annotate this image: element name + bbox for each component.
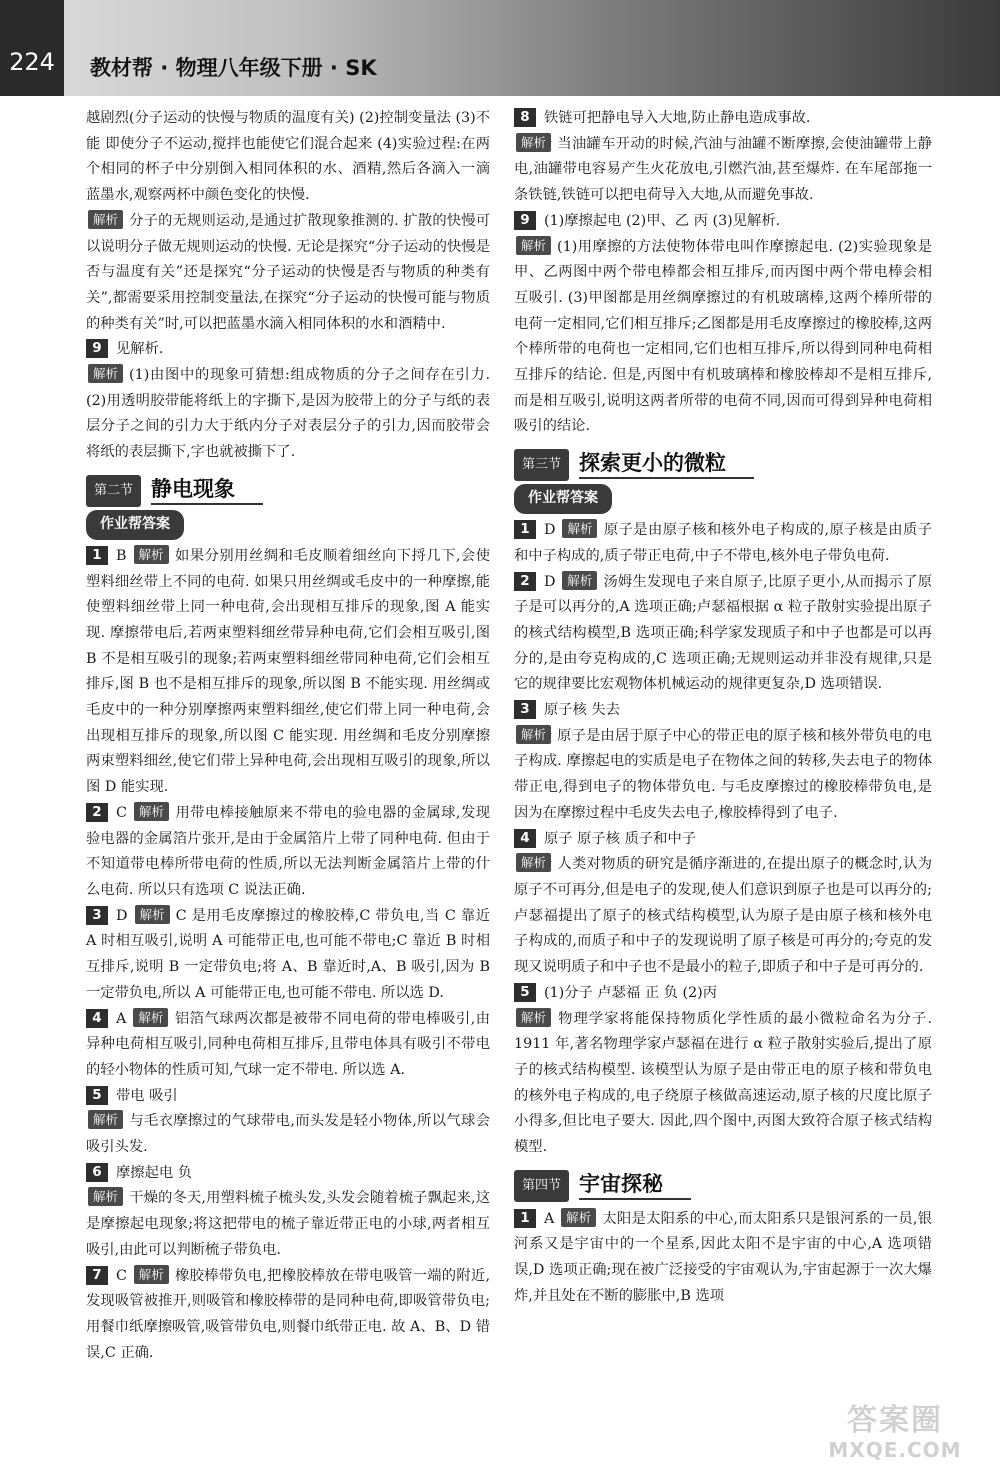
analysis-text: 干燥的冬天,用塑料梳子梳头发,头发会随着梳子飘起来,这是摩擦起电现象;将这把带电的梳子靠近带正电的小球,两者相互吸引,由此可以判断梳子带负电. <box>86 1190 490 1258</box>
analysis-tag: 解析 <box>135 905 170 924</box>
watermark-url: MXQE.COM <box>828 1438 962 1462</box>
analysis-text: 分子的无规则运动,是通过扩散现象推测的. 扩散的快慢可以说明分子做无规则运动的快慢. 无论是探究“分子运动的快慢是否与温度有关”还是探究“分子运动的快慢是否与物质的种类有关”,都需要采用控制变量法,在探究“分子运动的快慢可能与物质的种类有关”时,可以把蓝墨水滴入相同体积的水和酒精中. <box>86 212 490 332</box>
item-number: 1 <box>514 1209 536 1228</box>
analysis-text: (1)用摩擦的方法使物体带电叫作摩擦起电. (2)实验现象是甲、乙两图中两个带电棒都会相互排斥,而丙图中两个带电棒会相互吸引. (3)甲图都是用丝绸摩擦过的有机玻璃棒,这两个棒所带的电荷一定相同,它们相互排斥;乙图都是用毛皮摩擦过的橡胶棒,这两个棒所带的电荷也一定相同,它们也相互排斥,所以得到同种电荷相互排斥的结论. 但是,丙图中有机玻璃棒和橡胶棒却不是相互排斥,而是相互吸引,说明这两者所带的电荷不同,因而可得到异种电荷相吸引的结论. <box>514 238 932 435</box>
answer-item <box>86 1161 490 1187</box>
section-tag: 第二节 <box>86 475 141 507</box>
analysis-text: 与毛衣摩擦过的气球带电,而头发是轻小物体,所以气球会吸引头发. <box>86 1113 490 1156</box>
answer-item-9 <box>514 209 932 235</box>
answer-item <box>86 544 490 801</box>
answer-text: 原子核 失去 <box>544 702 621 719</box>
answer-item <box>86 801 490 904</box>
answer-item <box>86 1084 490 1110</box>
analysis-text: 橡胶棒带负电,把橡胶棒放在带电吸管一端的附近,发现吸管被推开,则吸管和橡胶棒带的是同种电荷,即吸管带负电;用餐巾纸摩擦吸管,吸管带负电,则餐巾纸带正电. 故 A、B、D 错误,C 正确. <box>86 1267 491 1361</box>
section-title: 宇宙探秘 <box>579 1172 691 1200</box>
answer-text: A <box>116 1010 127 1027</box>
answer-text: (1)分子 卢瑟福 正 负 (2)丙 <box>544 984 718 1001</box>
item-number: 4 <box>86 1009 108 1028</box>
analysis-text: 用带电棒接触原来不带电的验电器的金属球,发现验电器的金属箔片张开,是由于金属箔片上带了同种电荷. 但由于不知道带电棒所带电荷的性质,所以无法判断金属箔片上带的什么电荷. 所以只有选项 C 说法正确. <box>86 804 490 898</box>
item-number: 5 <box>514 983 536 1002</box>
watermark-logo-text: 答案圈 <box>847 1403 943 1438</box>
answer-item <box>514 698 932 724</box>
analysis-text: 太阳是太阳系的中心,而太阳系只是银河系的一员,银河系又是宇宙中的一个星系,因此太阳不是宇宙的中心,A 选项错误,D 选项正确;现在被广泛接受的宇宙观认为,宇宙起源于一次大爆炸,并且处在不断的膨胀中,B 选项 <box>514 1210 932 1304</box>
analysis-paragraph <box>86 363 490 466</box>
answer-text: 摩擦起电 负 <box>116 1164 193 1181</box>
analysis-tag: 解析 <box>88 364 123 383</box>
right-column <box>514 106 932 1310</box>
page-number: 224 <box>0 0 64 96</box>
analysis-text: 原子是由居于原子中心的带正电的原子核和核外带负电的电子构成. 摩擦起电的实质是电子在物体之间的转移,失去电子的物体带正电,得到电子的物体带负电. 与毛皮摩擦过的橡胶棒带负电,是因为在摩擦过程中毛皮失去电子,橡胶棒得到了电子. <box>514 727 932 821</box>
section-heading <box>514 1171 932 1201</box>
subheading-badge: 作业帮答案 <box>514 484 612 514</box>
section-heading <box>86 476 490 506</box>
left-column <box>86 106 490 1366</box>
answer-text: C <box>116 804 127 821</box>
analysis-paragraph <box>514 724 932 827</box>
analysis-paragraph <box>86 209 490 338</box>
page-header <box>0 0 1000 96</box>
analysis-paragraph <box>514 852 932 981</box>
analysis-text: 如果分别用丝绸和毛皮顺着细丝向下捋几下,会使塑料细丝带上不同的电荷. 如果只用丝绸或毛皮中的一种摩擦,能使塑料细丝带上同一种电荷,会出现相互排斥的现象,图 A 能实现. 摩擦带电后,若两束塑料细丝带异种电荷,它们会相互吸引,图 B 不是相互吸引的现象;若两束塑料细丝带同种电荷,它们会相互排斥,图 B 也不是相互排斥的现象,所以图 B 不能实现. 用丝绸或毛皮中的一种分别摩擦两束塑料细丝,使它们带上同一种电荷,会出现相互排斥的现象,所以图 C 能实现. 用丝绸和毛皮分别摩擦两束塑料细丝,使它们带上异种电荷,会出现相互吸引的现象,所以图 D 能实现. <box>86 547 490 796</box>
analysis-tag: 解析 <box>516 1008 551 1027</box>
analysis-tag: 解析 <box>516 236 551 255</box>
answer-item <box>514 1207 932 1310</box>
subheading <box>86 512 490 538</box>
section-tag: 第三节 <box>514 449 569 481</box>
header-bar <box>64 0 1000 96</box>
analysis-paragraph <box>514 235 932 441</box>
item-number: 4 <box>514 829 536 848</box>
section-title: 静电现象 <box>151 477 263 505</box>
analysis-tag: 解析 <box>516 853 551 872</box>
analysis-text: 人类对物质的研究是循序渐进的,在提出原子的概念时,认为原子不可再分,但是电子的发现,使人们意识到原子也是可以再分的;卢瑟福提出了原子的核式结构模型,认为原子是由原子核和核外电子构成的,而质子和中子的发现说明了原子核是可再分的;夸克的发现又说明质子和中子也不是最小的粒子,即质子和中子是可再分的. <box>514 856 932 976</box>
continued-answer: 越剧烈(分子运动的快慢与物质的温度有关) (2)控制变量法 (3)不能 即使分子不运动,搅拌也能使它们混合起来 (4)实验过程:在两个相同的杯子中分别倒入相同体积的水、酒精,然后各滴入一滴蓝墨水,观察两杯中颜色变化的快慢. <box>86 110 490 204</box>
analysis-tag: 解析 <box>562 571 597 590</box>
analysis-tag: 解析 <box>134 802 169 821</box>
answer-text: D <box>544 522 556 539</box>
section-tag: 第四节 <box>514 1170 569 1202</box>
item-number: 2 <box>86 803 108 822</box>
analysis-text: 当油罐车开动的时候,汽油与油罐不断摩擦,会使油罐带上静电,油罐带电容易产生火花放电,引燃汽油,甚至爆炸. 在车尾部拖一条铁链,铁链可以把电荷导入大地,从而避免事故. <box>514 135 932 204</box>
answer-item <box>86 1007 490 1084</box>
answer-item <box>514 518 932 569</box>
answer-text: D <box>116 907 128 924</box>
analysis-text: C 是用毛皮摩擦过的橡胶棒,C 带负电,当 C 靠近 A 时相互吸引,说明 A 可能带正电,也可能不带电;C 靠近 B 时相互排斥,说明 B 一定带负电;将 A、B 靠近时,A、B 吸引,因为 B 一定带负电,所以 A 可能带正电,也可能不带电. 所以选 D. <box>86 907 490 1001</box>
analysis-tag: 解析 <box>134 545 169 564</box>
analysis-text: 汤姆生发现电子来自原子,比原子更小,从而揭示了原子是可以再分的,A 选项正确;卢瑟福根据 α 粒子散射实验提出原子的核式结构模型,B 选项正确;科学家发现质子和中子也都是可以再分的,是由夸克构成的,C 选项正确;无规则运动并非没有规律,只是它的规律要比宏观物体机械运动的规律更复杂,D 选项错误. <box>514 573 932 693</box>
book-title: 教材帮 · 物理八年级下册 · SK <box>90 56 377 80</box>
answer-text: 铁链可把静电导入大地,防止静电造成事故. <box>544 110 811 126</box>
answer-item-8 <box>514 106 932 132</box>
analysis-text: 物理学家将能保持物质化学性质的最小微粒命名为分子. 1911 年,著名物理学家卢瑟福在进行 α 粒子散射实验后,提出了原子的核式结构模型. 该模型认为原子是由带正电的原子核和带负电的核外电子构成的,电子绕原子核做高速运动,原子核的尺度比原子小得多,但比电子要大. 因此,四个图中,丙图大致符合原子核式结构模型. <box>514 1010 932 1156</box>
analysis-text: 铝箔气球两次都是被带不同电荷的带电棒吸引,由异种电荷相互吸引,同种电荷相互排斥,且带电体具有吸引不带电的轻小物体的性质可知,气球一定不带电. 所以选 A. <box>86 1010 491 1078</box>
answer-text: C <box>116 1267 127 1284</box>
item-number: 9 <box>86 339 108 358</box>
section-title: 探索更小的微粒 <box>579 451 754 479</box>
item-number: 2 <box>514 572 536 591</box>
item-number: 9 <box>514 211 536 230</box>
analysis-paragraph <box>514 1007 932 1161</box>
answer-item <box>86 1264 490 1367</box>
item-number: 3 <box>86 906 108 925</box>
answer-text: A <box>544 1210 555 1227</box>
answer-item <box>86 904 490 1007</box>
item-number: 7 <box>86 1266 108 1285</box>
item-number: 8 <box>514 108 536 127</box>
analysis-tag: 解析 <box>88 210 123 229</box>
answer-text: 见解析. <box>116 341 164 358</box>
analysis-tag: 解析 <box>562 519 597 538</box>
analysis-paragraph <box>514 132 932 209</box>
analysis-tag: 解析 <box>88 1110 123 1129</box>
analysis-tag: 解析 <box>134 1265 169 1284</box>
answer-item <box>514 570 932 699</box>
answer-text: (1)摩擦起电 (2)甲、乙 丙 (3)见解析. <box>544 212 781 229</box>
analysis-text: (1)由图中的现象可猜想:组成物质的分子之间存在引力. (2)用透明胶带能将纸上的字撕下,是因为胶带上的分子与纸的表层分子之间的引力大于纸内分子对表层分子的引力,因而胶带会将纸的表层撕下,字也就被撕下了. <box>86 367 490 461</box>
analysis-tag: 解析 <box>88 1187 123 1206</box>
analysis-tag: 解析 <box>133 1008 168 1027</box>
answer-text: B <box>116 547 127 564</box>
answer-text: 带电 吸引 <box>116 1087 178 1104</box>
answer-text: D <box>544 573 556 590</box>
answer-item <box>514 827 932 853</box>
watermark <box>800 1404 990 1464</box>
analysis-text: 原子是由原子核和核外电子构成的,原子核是由质子和中子构成的,质子带正电荷,中子不带电,核外电子带负电荷. <box>514 522 933 564</box>
item-number: 1 <box>514 520 536 539</box>
analysis-paragraph <box>86 1186 490 1263</box>
item-number: 5 <box>86 1086 108 1105</box>
analysis-tag: 解析 <box>516 133 551 152</box>
section-heading <box>514 450 932 480</box>
item-number: 3 <box>514 700 536 719</box>
answer-item <box>514 981 932 1007</box>
item-number: 1 <box>86 546 108 565</box>
answer-text: 原子 原子核 质子和中子 <box>544 830 697 847</box>
analysis-paragraph <box>86 1109 490 1160</box>
subheading-badge: 作业帮答案 <box>86 510 184 540</box>
subheading <box>514 486 932 512</box>
answer-item-9 <box>86 337 490 363</box>
analysis-tag: 解析 <box>561 1208 596 1227</box>
item-number: 6 <box>86 1163 108 1182</box>
analysis-tag: 解析 <box>516 725 551 744</box>
